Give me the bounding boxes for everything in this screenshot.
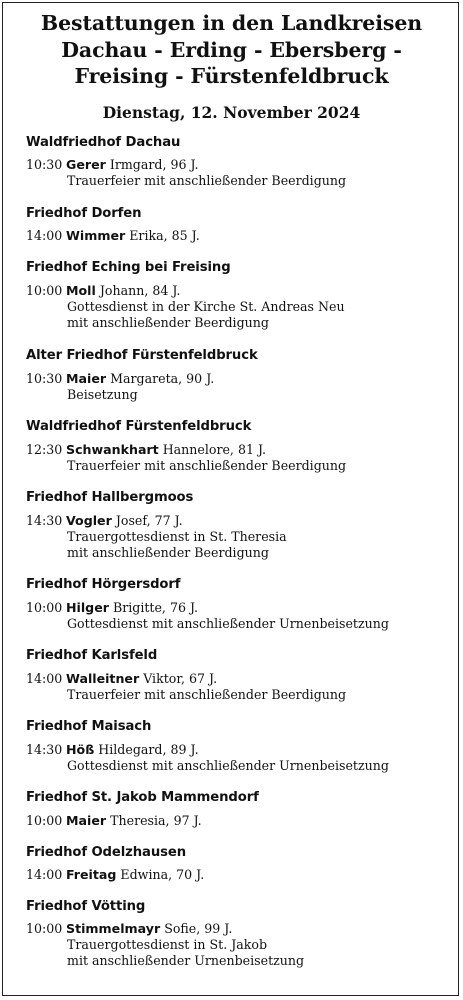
cemetery-heading: Friedhof Hallbergmoos (26, 490, 194, 505)
burial-note: Beisetzung (67, 387, 138, 402)
burial-time: 14:30 (26, 513, 63, 528)
title-line: Dachau - Erding - Ebersberg - (61, 37, 402, 62)
burial-note: Trauergottesdienst in St. Jakob (67, 937, 268, 952)
cemetery-heading: Friedhof St. Jakob Mammendorf (26, 790, 259, 805)
burial-entry (26, 157, 346, 189)
date-heading: Dienstag, 12. November 2024 (102, 103, 361, 122)
burial-time: 10:30 (26, 157, 63, 172)
burial-entry (26, 867, 204, 883)
burial-note: Gottesdienst mit anschließender Urnenbeisetzung (67, 616, 389, 631)
page-title (0, 10, 463, 90)
burial-details: Brigitte, 76 J. (112, 600, 199, 615)
burial-note: mit anschließender Beerdigung (67, 315, 269, 330)
burial-note: mit anschließender Beerdigung (67, 545, 269, 560)
burial-entry (26, 371, 214, 403)
burial-details: Sofie, 99 J. (164, 921, 233, 936)
burial-time: 14:00 (26, 228, 63, 243)
cemetery-heading: Waldfriedhof Fürstenfeldbruck (26, 419, 252, 434)
burial-time: 14:00 (26, 671, 63, 686)
burial-details: Hildegard, 89 J. (98, 742, 199, 757)
cemetery-heading: Friedhof Maisach (26, 719, 152, 734)
burial-surname: Gerer (66, 157, 106, 172)
burial-time: 10:30 (26, 371, 63, 386)
cemetery-heading: Friedhof Dorfen (26, 206, 142, 221)
burial-time: 10:00 (26, 921, 63, 936)
burial-time: 14:00 (26, 867, 63, 882)
cemetery-heading: Friedhof Odelzhausen (26, 845, 186, 860)
burial-details: Josef, 77 J. (115, 513, 183, 528)
burial-note: Trauergottesdienst in St. Theresia (67, 529, 287, 544)
burial-surname: Moll (66, 283, 96, 298)
burial-entry (26, 813, 202, 829)
burial-note: Gottesdienst in der Kirche St. Andreas Neu (67, 299, 345, 314)
burial-note: Gottesdienst mit anschließender Urnenbeisetzung (67, 758, 389, 773)
burial-entry (26, 671, 346, 703)
burial-details: Erika, 85 J. (129, 228, 200, 243)
burial-details: Irmgard, 96 J. (109, 157, 199, 172)
burial-entry (26, 442, 346, 474)
cemetery-heading: Friedhof Vötting (26, 899, 146, 914)
burial-entry (26, 921, 304, 969)
burial-time: 12:30 (26, 442, 63, 457)
burial-details: Johann, 84 J. (99, 283, 181, 298)
burial-surname: Höß (66, 742, 95, 757)
title-line: Freising - Fürstenfeldbruck (74, 64, 389, 88)
cemetery-heading: Friedhof Eching bei Freising (26, 260, 231, 275)
burial-surname: Vogler (66, 513, 112, 528)
cemetery-heading: Alter Friedhof Fürstenfeldbruck (26, 348, 258, 363)
burial-surname: Maier (66, 371, 107, 386)
burial-time: 10:00 (26, 813, 63, 828)
burial-entry (26, 513, 287, 561)
cemetery-heading: Friedhof Karlsfeld (26, 648, 158, 663)
burial-surname: Walleitner (66, 671, 140, 686)
burial-surname: Stimmelmayr (66, 921, 161, 936)
burial-surname: Freitag (66, 867, 117, 882)
burial-entry (26, 228, 200, 244)
burial-time: 10:00 (26, 600, 63, 615)
title-line: Bestattungen in den Landkreisen (40, 11, 423, 35)
burial-details: Hannelore, 81 J. (162, 442, 267, 457)
cemetery-heading: Friedhof Hörgersdorf (26, 577, 181, 592)
burial-details: Margareta, 90 J. (110, 371, 215, 386)
burial-note: Trauerfeier mit anschließender Beerdigung (67, 458, 347, 473)
burial-surname: Schwankhart (66, 442, 159, 457)
burial-time: 14:30 (26, 742, 63, 757)
burial-details: Theresia, 97 J. (110, 813, 202, 828)
burial-surname: Maier (66, 813, 107, 828)
burial-surname: Wimmer (66, 228, 126, 243)
burial-note: Trauerfeier mit anschließender Beerdigung (67, 173, 347, 188)
cemetery-heading: Waldfriedhof Dachau (26, 135, 181, 150)
burial-note: mit anschließender Urnenbeisetzung (67, 953, 305, 968)
burial-entry (26, 600, 389, 632)
burial-details: Viktor, 67 J. (143, 671, 218, 686)
burial-note: Trauerfeier mit anschließender Beerdigung (67, 687, 347, 702)
burial-entry (26, 742, 389, 774)
burial-time: 10:00 (26, 283, 63, 298)
burial-surname: Hilger (66, 600, 109, 615)
burial-entry (26, 283, 345, 331)
burial-details: Edwina, 70 J. (120, 867, 205, 882)
